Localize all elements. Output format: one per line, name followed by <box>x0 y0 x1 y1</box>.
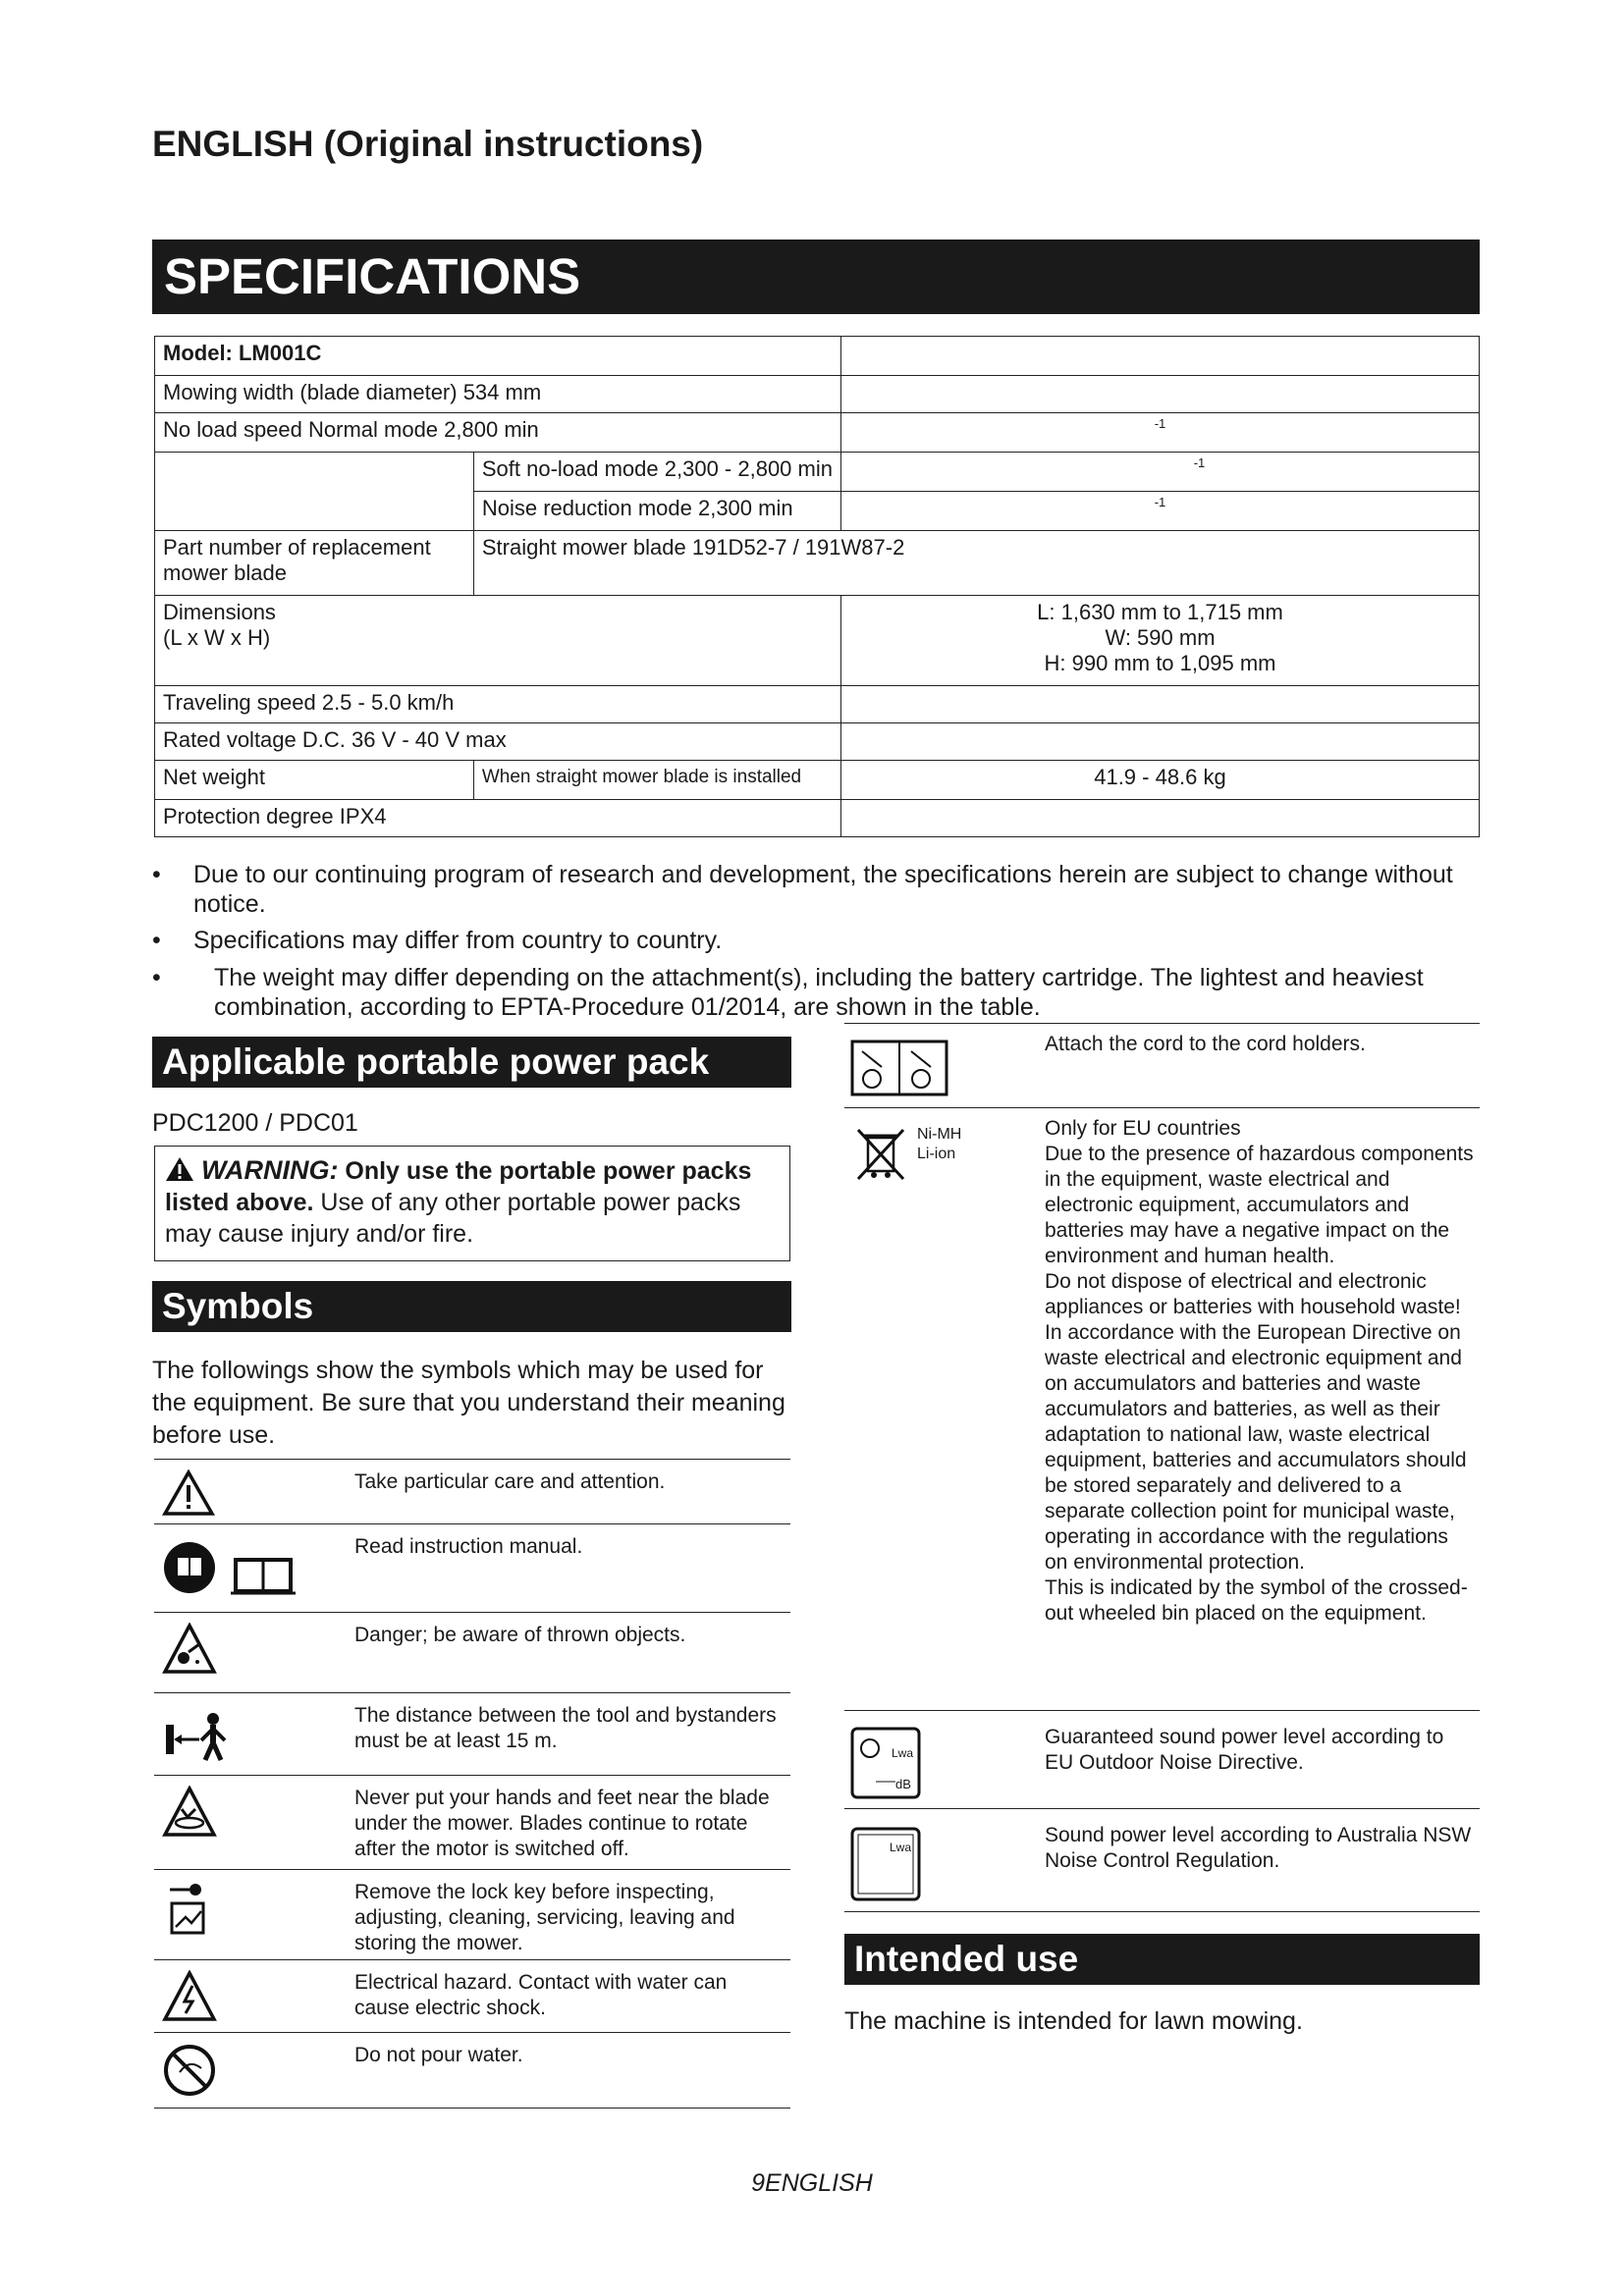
read-manual-icon <box>162 1538 299 1602</box>
spec-empty-cell <box>840 686 1479 723</box>
specifications-table <box>154 336 1480 837</box>
page-footer: 9ENGLISH <box>751 2169 873 2197</box>
spec-rated-voltage: Rated voltage D.C. 36 V - 40 V max <box>155 723 841 761</box>
spec-soft-mode: Soft no-load mode 2,300 - 2,800 min <box>473 453 840 492</box>
note-2-text: Specifications may differ from country to country. <box>193 927 723 954</box>
symbol-text: Read instruction manual. <box>354 1535 583 1558</box>
aus-noise-text: Sound power level according to Australia NSW Noise Control Regulation. <box>1045 1824 1472 1872</box>
spec-unit-superscript: -1 <box>1154 416 1166 431</box>
hands-feet-icon <box>162 1786 217 1843</box>
note-1-text: Due to our continuing program of research and development, the specifications herein are subject to change without notice. <box>193 861 1453 918</box>
symbol-text: Take particular care and attention. <box>354 1470 666 1493</box>
cord-holder-icon <box>850 1040 948 1101</box>
cord-text: Attach the cord to the cord holders. <box>1045 1033 1366 1055</box>
warning-triangle-icon <box>162 1469 215 1522</box>
symbol-row <box>154 1523 790 1613</box>
warning-label: WARNING: <box>200 1155 339 1185</box>
spec-protection: Protection degree IPX4 <box>155 800 841 837</box>
eu-noise-text: Guaranteed sound power level according to EU Outdoor Noise Directive. <box>1045 1726 1444 1774</box>
thrown-objects-icon <box>162 1623 217 1681</box>
symbol-row-eu-noise <box>844 1710 1480 1809</box>
spec-dim-l: L: 1,630 mm to 1,715 mm <box>1037 600 1283 624</box>
spec-mowing-width: Mowing width (blade diameter) 534 mm <box>155 376 841 413</box>
note-3-text: The weight may differ depending on the attachment(s), including the battery cartridge. The lightest and heaviest combination, according to EPTA-Procedure 01/2014, are shown in the table. <box>214 964 1424 1021</box>
symbol-text: Do not pour water. <box>354 2044 523 2066</box>
spec-net-weight: Net weight <box>155 761 474 800</box>
symbol-text: The distance between the tool and bystanders must be at least 15 m. <box>354 1704 777 1752</box>
note-1 <box>152 860 1470 919</box>
spec-noise-mode: Noise reduction mode 2,300 min <box>473 492 840 531</box>
symbol-text: Electrical hazard. Contact with water can cause electric shock. <box>354 1971 728 2019</box>
symbol-row <box>154 1775 790 1870</box>
db-label: dB <box>895 1777 911 1791</box>
spec-weight-value: 41.9 - 48.6 kg <box>840 761 1479 800</box>
warning-box <box>154 1146 790 1261</box>
symbol-row <box>154 1959 790 2033</box>
symbol-row-aus-noise <box>844 1808 1480 1912</box>
spec-dimensions-label: Dimensions <box>163 600 276 624</box>
spec-no-load-speed: No load speed Normal mode 2,800 min <box>155 413 841 453</box>
spec-dim-w: W: 590 mm <box>1105 625 1216 650</box>
symbol-row-eu <box>844 1107 1480 1711</box>
spec-empty-cell <box>840 376 1479 413</box>
symbols-intro: The followings show the symbols which may be used for the equipment. Be sure that you understand their meaning before use. <box>152 1357 785 1449</box>
symbol-row <box>154 1869 790 1960</box>
symbol-row-cord <box>844 1023 1480 1108</box>
spec-part-label: Part number of replacement mower blade <box>155 531 474 596</box>
note-3 <box>152 963 1471 1022</box>
spec-model: Model: LM001C <box>155 337 841 376</box>
warning-rest-text: Use of any other portable power packs may cause injury and/or fire. <box>165 1189 741 1248</box>
bullet: • <box>152 861 161 888</box>
spec-unit-superscript: -1 <box>1154 495 1166 509</box>
spec-unit-superscript: -1 <box>1193 455 1206 470</box>
electrical-hazard-icon <box>162 1970 217 2028</box>
symbol-row <box>154 2032 790 2109</box>
symbol-text: Danger; be aware of thrown objects. <box>354 1624 686 1646</box>
symbol-row <box>154 1612 790 1693</box>
symbol-text: Never put your hands and feet near the blade under the mower. Blades continue to rotate after the motor is switched off. <box>354 1787 770 1860</box>
spec-empty-cell <box>840 723 1479 761</box>
nimh-label: Ni-MH <box>917 1126 962 1143</box>
symbol-text: Remove the lock key before inspecting, adjusting, cleaning, servicing, leaving and storing the mower. <box>354 1881 735 1954</box>
symbol-row <box>154 1459 790 1524</box>
lwa-label: Lwa <box>890 1841 912 1854</box>
spec-empty-cell <box>840 800 1479 837</box>
bullet: • <box>152 927 161 954</box>
spec-weight-condition: When straight mower blade is installed <box>473 761 840 800</box>
spec-dimensions-sub: (L x W x H) <box>163 625 271 650</box>
spec-dim-h: H: 990 mm to 1,095 mm <box>1044 651 1276 675</box>
intended-use-text: The machine is intended for lawn mowing. <box>844 2007 1303 2035</box>
lock-key-icon <box>162 1880 213 1944</box>
power-pack-models: PDC1200 / PDC01 <box>152 1109 358 1137</box>
power-pack-banner: Applicable portable power pack <box>152 1037 791 1088</box>
liion-label: Li-ion <box>917 1146 956 1162</box>
bystander-distance-icon <box>162 1711 233 1767</box>
spec-empty-cell <box>155 453 474 531</box>
warning-bold-text: Only use the portable power packs listed above. <box>165 1157 752 1216</box>
warning-icon <box>165 1157 201 1185</box>
note-2 <box>152 926 1470 955</box>
spec-empty-cell <box>840 337 1479 376</box>
eu-disposal-text: Only for EU countries Due to the presence of hazardous components in the equipment, waste electrical and electronic equipment, accumulators and batteries may have a negative impact on the environment and human health. Do not dispose of electrical and electronic appliances or batteries with household waste! In accordance with the European Directive on waste electrical and electronic equipment and on accumulators and batteries and waste accumulators and batteries, as well as their adaptation to national law, waste electrical equipment, batteries and accumulators should be stored separately and delivered to a separate collection point for municipal waste, operating in accordance with the regulations on environmental protection. This is indicated by the symbol of the crossed-out wheeled bin placed on the equipment. <box>1045 1117 1474 1625</box>
intended-use-banner: Intended use <box>844 1934 1480 1985</box>
bullet: • <box>152 964 161 991</box>
crossed-bin-icon <box>854 1126 909 1188</box>
specifications-banner: SPECIFICATIONS <box>152 240 1480 314</box>
spec-traveling-speed: Traveling speed 2.5 - 5.0 km/h <box>155 686 841 723</box>
spec-part-value: Straight mower blade 191D52-7 / 191W87-2 <box>473 531 1479 596</box>
symbol-row <box>154 1692 790 1776</box>
symbols-banner: Symbols <box>152 1281 791 1332</box>
no-water-icon <box>162 2043 217 2103</box>
page-header-title: ENGLISH (Original instructions) <box>152 124 704 164</box>
lwa-label: Lwa <box>892 1746 914 1760</box>
